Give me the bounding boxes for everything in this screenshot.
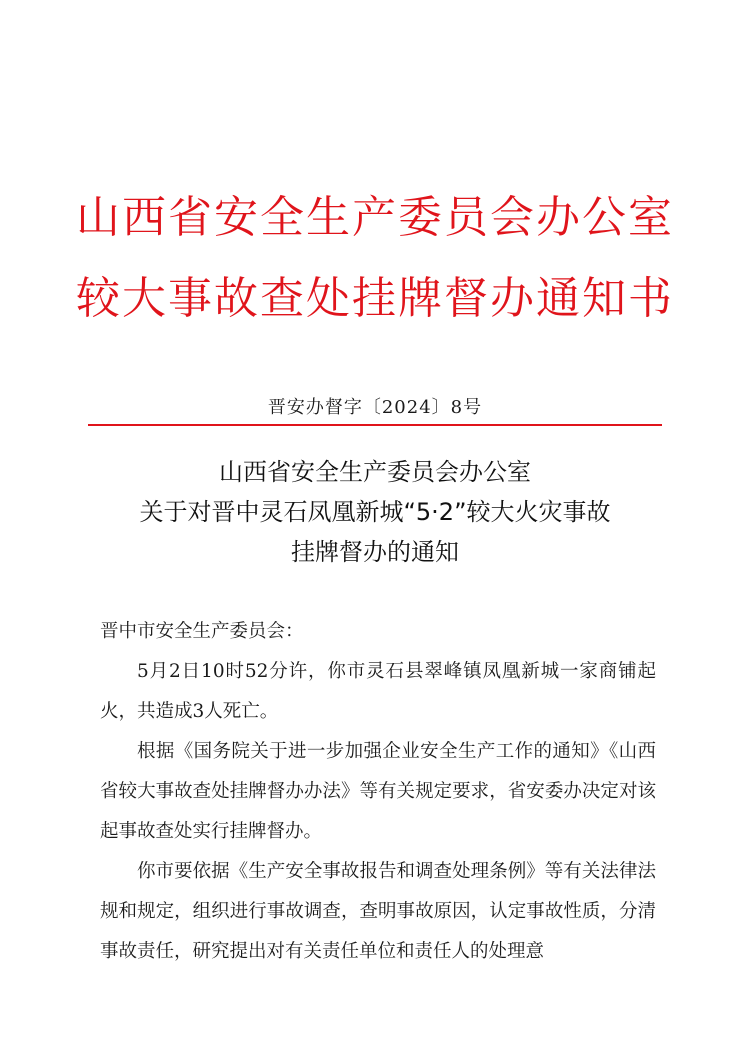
subject-line3: 挂牌督办的通知 [291, 538, 459, 566]
paragraph-3: 你市要依据《生产安全事故报告和调查处理条例》等有关法律法规和规定，组织进行事故调查，查明事故原因，认定事故性质，分清事故责任，研究提出对有关责任单位和责任人的处理意 [100, 861, 656, 962]
salutation: 晋中市安全生产委员会： [100, 621, 304, 642]
subject-line1: 山西省安全生产委员会办公室 [219, 458, 531, 486]
header-title-line2: 较大事故查处挂牌督办通知书 [76, 273, 674, 324]
subject-line2: 关于对晋中灵石凤凰新城“5·2”较大火灾事故 [139, 498, 611, 526]
red-divider [88, 424, 662, 426]
paragraph-1: 5月2日10时52分许，你市灵石县翠峰镇凤凰新城一家商铺起火，共造成3人死亡。 [100, 661, 656, 722]
header-title-line1: 山西省安全生产委员会办公室 [76, 192, 674, 243]
document-number: 晋安办督字〔2024〕8号 [267, 397, 483, 418]
paragraph-2: 根据《国务院关于进一步加强企业安全生产工作的通知》《山西省较大事故查处挂牌督办办法》等有关规定要求，省安委办决定对该起事故查处实行挂牌督办。 [100, 741, 656, 842]
